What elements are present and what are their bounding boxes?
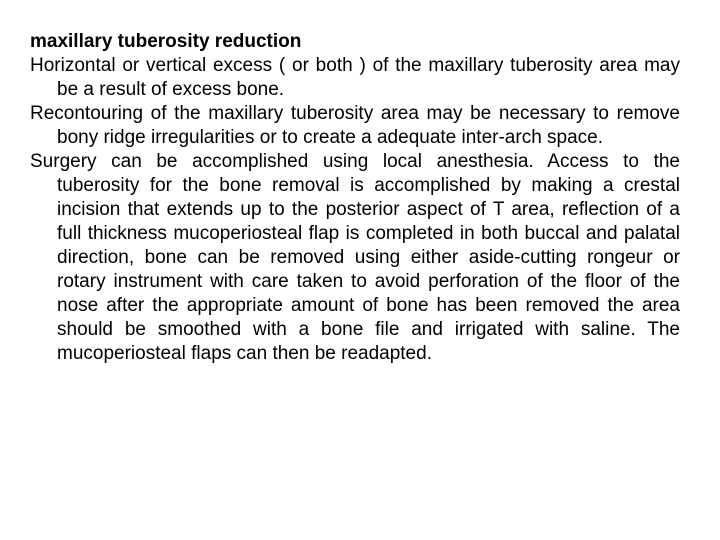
slide-content — [30, 30, 680, 510]
paragraph-recontouring: Recontouring of the maxillary tuberosity area may be necessary to remove bony ridge irregularities or to create a adequate inter-arch space. — [30, 103, 680, 148]
slide-title: maxillary tuberosity reduction — [30, 31, 302, 52]
paragraph-surgery-procedure: Surgery can be accomplished using local anesthesia. Access to the tuberosity for the bone removal is accomplished by making a crestal incision that extends up to the posterior aspect of T area, reflection of a full thickness mucoperiosteal flap is completed in both buccal and palatal direction, bone can be removed using either aside-cutting rongeur or rotary instrument with care taken to avoid perforation of the floor of the nose after the appropriate amount of bone has been removed the area should be smoothed with a bone file and irrigated with saline. The mucoperiosteal flaps can then be readapted. — [30, 151, 680, 364]
paragraph-excess-bone: Horizontal or vertical excess ( or both ) of the maxillary tuberosity area may be a result of excess bone. — [30, 55, 680, 100]
